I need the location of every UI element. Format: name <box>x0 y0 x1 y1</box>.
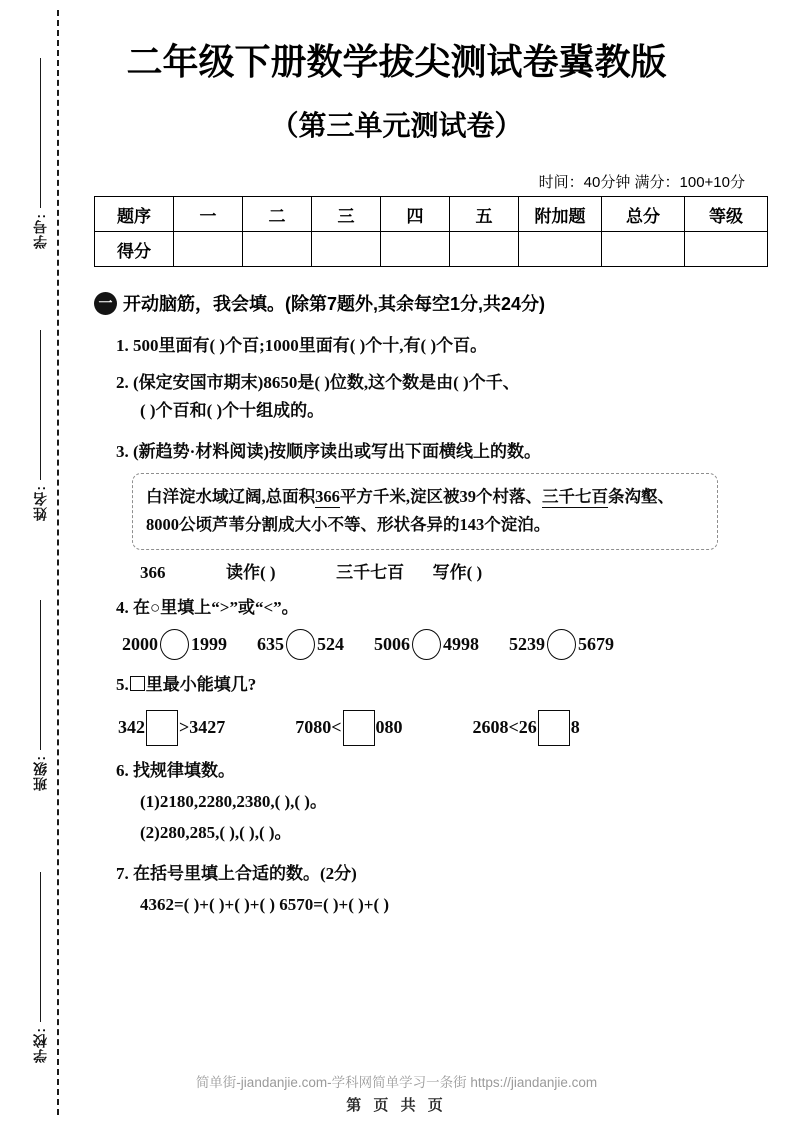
box-before-text: 7080< <box>295 717 342 737</box>
score-input-cell[interactable] <box>685 232 768 267</box>
margin-label-student-id: 学号: <box>32 213 48 249</box>
section-number-badge: 一 <box>94 292 117 315</box>
table-row <box>95 232 768 267</box>
fill-square-blank[interactable] <box>343 710 375 746</box>
q3-read-number: 366 <box>140 563 166 583</box>
square-blank-icon <box>130 676 145 691</box>
question-6-stem: 6. 找规律填数。 <box>116 760 235 780</box>
margin-label-school: 学校: <box>32 1027 48 1063</box>
compare-left-value: 5239 <box>509 634 545 655</box>
compare-circle-blank[interactable] <box>160 629 189 660</box>
reading-passage-box <box>132 473 718 551</box>
compare-circle-blank[interactable] <box>412 629 441 660</box>
fill-square-blank[interactable] <box>146 710 178 746</box>
score-table-cell: 四 <box>381 197 450 232</box>
exam-meta-info: 时间：40分钟 满分：100+10分 <box>538 174 745 191</box>
question-4-compare-row <box>94 629 752 660</box>
page-title: 二年级下册数学拔尖测试卷冀教版 <box>126 41 667 82</box>
fill-box-item <box>473 710 580 746</box>
compare-pair <box>374 629 479 660</box>
score-input-cell[interactable] <box>312 232 381 267</box>
compare-right-value: 5679 <box>578 634 614 655</box>
margin-rule <box>40 330 41 480</box>
score-table-cell: 附加题 <box>519 197 602 232</box>
margin-label-name: 姓名: <box>32 485 48 521</box>
margin-field-name <box>22 330 58 521</box>
question-3-answer-line <box>94 558 752 583</box>
box-after-text: 8 <box>570 717 580 737</box>
compare-left-value: 635 <box>257 634 284 655</box>
margin-field-class <box>22 600 58 791</box>
box-before-text: 2608<26 <box>472 717 537 737</box>
passage-text-part2: 平方千米,淀区被39个村落、 <box>339 486 542 506</box>
box-after-text: >3427 <box>179 717 226 737</box>
compare-circle-blank[interactable] <box>547 629 576 660</box>
score-table-cell: 三 <box>312 197 381 232</box>
question-3-stem: 3. (新趋势·材料阅读)按顺序读出或写出下面横线上的数。 <box>116 442 541 462</box>
score-input-cell[interactable] <box>243 232 312 267</box>
passage-text-part3: 条沟壑、8000公顷芦苇分割成大小不等、形状各异的143个淀泊。 <box>146 486 674 534</box>
score-table-row-header: 得分 <box>95 232 174 267</box>
page-subtitle: （第三单元测试卷） <box>270 110 523 141</box>
score-input-cell[interactable] <box>174 232 243 267</box>
score-table-row-header: 题序 <box>95 197 174 232</box>
footer-page-number: 第 页 共 页 <box>346 1097 447 1114</box>
compare-right-value: 1999 <box>191 634 227 655</box>
compare-right-value: 4998 <box>443 634 479 655</box>
compare-pair <box>122 629 227 660</box>
question-2-line-1: 2. (保定安国市期末)8650是( )位数,这个数是由( )个千、 <box>116 373 520 393</box>
q3-write-blank[interactable]: 写作( ) <box>432 563 483 583</box>
margin-field-school <box>22 872 58 1063</box>
question-7-answer-line[interactable]: 4362=( )+( )+( )+( ) 6570=( )+( )+( ) <box>140 895 390 914</box>
section-one-heading <box>94 290 752 316</box>
question-7-stem: 7. 在括号里填上合适的数。(2分) <box>116 863 357 883</box>
q5-number: 5. <box>116 675 129 695</box>
score-input-cell[interactable] <box>381 232 450 267</box>
seal-margin-strip <box>0 0 78 1122</box>
margin-field-student-id <box>22 58 58 249</box>
compare-pair <box>257 629 344 660</box>
passage-underlined-number-366: 366 <box>315 486 340 506</box>
question-5-stem <box>94 673 752 697</box>
margin-label-class: 班级: <box>32 755 48 791</box>
q5-stem-text: 里最小能填几? <box>145 675 257 695</box>
score-table-cell: 二 <box>243 197 312 232</box>
passage-text-part1: 白洋淀水域辽阔,总面积 <box>146 486 316 506</box>
question-5-box-row <box>94 710 752 746</box>
score-input-cell[interactable] <box>450 232 519 267</box>
passage-underlined-number-sanqianqi: 三千七 <box>542 486 592 506</box>
section-heading-text: 开动脑筋，我会填。(除第7题外,其余每空1分,共24分) <box>123 294 546 314</box>
question-2-line-2: ( )个百和( )个十组成的。 <box>140 401 325 421</box>
question-1: 1. 500里面有( )个百;1000里面有( )个十,有( )个百。 <box>116 336 488 355</box>
score-input-cell[interactable] <box>602 232 685 267</box>
score-table-cell: 一 <box>174 197 243 232</box>
question-4-stem: 4. 在○里填上“>”或“<”。 <box>116 598 299 618</box>
margin-rule <box>40 600 41 750</box>
q3-read-blank[interactable]: 读作( ) <box>226 563 276 583</box>
compare-right-value: 524 <box>317 634 344 655</box>
exam-content <box>94 290 752 921</box>
compare-pair <box>509 629 614 660</box>
box-after-text: 080 <box>375 717 403 737</box>
passage-underlined-number-bai: 百 <box>591 486 608 506</box>
compare-left-value: 2000 <box>122 634 158 655</box>
fill-square-blank[interactable] <box>538 710 570 746</box>
box-before-text: 342 <box>118 717 145 737</box>
score-table-cell: 五 <box>450 197 519 232</box>
score-table-cell: 等级 <box>685 197 768 232</box>
margin-rule <box>40 872 41 1022</box>
score-table-cell: 总分 <box>602 197 685 232</box>
fill-box-item <box>295 710 402 746</box>
question-6-item-2[interactable]: (2)280,285,( ),( ),( )。 <box>140 822 292 842</box>
fill-box-item <box>118 710 225 746</box>
table-row <box>95 197 768 232</box>
score-input-cell[interactable] <box>519 232 602 267</box>
q3-write-number: 三千七百 <box>336 563 405 583</box>
question-6-item-1[interactable]: (1)2180,2280,2380,( ),( )。 <box>140 791 327 811</box>
compare-left-value: 5006 <box>374 634 410 655</box>
footer-site-credit: 简单街-jiandanjie.com-学科网简单学习一条街 https://jiandanjie.com <box>195 1075 598 1090</box>
compare-circle-blank[interactable] <box>286 629 315 660</box>
score-table <box>94 196 768 267</box>
